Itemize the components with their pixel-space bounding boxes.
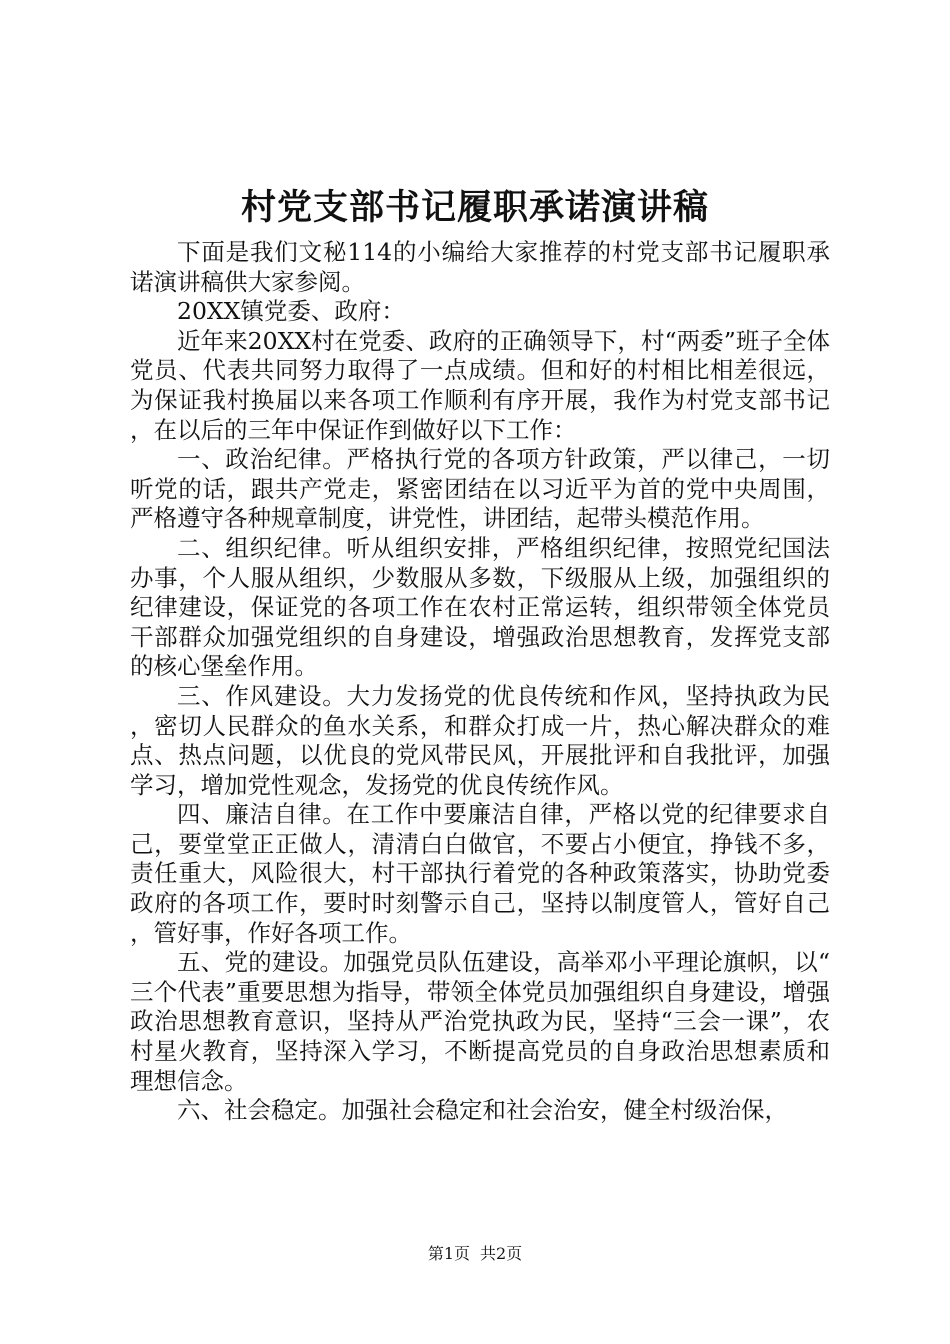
document-body	[130, 238, 830, 1126]
paragraph-social-stability: 六、社会稳定。加强社会稳定和社会治安，健全村级治保，	[177, 1096, 788, 1125]
paragraph-work-style: 三、作风建设。大力发扬党的优良传统和作风，坚持执政为民，密切人民群众的鱼水关系，和群众打成一片，热心解决群众的难点、热点问题，以优良的党风带民风，开展批评和自我批评，加强学习，增加党性观念，发扬党的优良传统作风。	[130, 681, 830, 799]
paragraph-opening: 近年来20XX村在党委、政府的正确领导下，村“两委”班子全体党员、代表共同努力取得了一点成绩。但和好的村相比相差很远，为保证我村换届以来各项工作顺利有序开展，我作为村党支部书记，在以后的三年中保证作到做好以下工作：	[130, 326, 830, 444]
page-total: 共2页	[480, 1244, 523, 1263]
paragraph-salutation: 20XX镇党委、政府：	[177, 297, 405, 326]
paragraph-integrity: 四、廉洁自律。在工作中要廉洁自律，严格以党的纪律要求自己，要堂堂正正做人，清清白白做官，不要占小便宜，挣钱不多，责任重大，风险很大，村干部执行着党的各种政策落实，协助党委政府的各项工作，要时时刻警示自己，坚持以制度管人，管好自己，管好事，作好各项工作。	[130, 800, 830, 947]
document-title: 村党支部书记履职承诺演讲稿	[240, 187, 709, 228]
paragraph-party-building: 五、党的建设。加强党员队伍建设，高举邓小平理论旗帜，以“三个代表”重要思想为指导，带领全体党员加强组织自身建设，增强政治思想教育意识，坚持从严治党执政为民，坚持“三会一课”，农村星火教育，坚持深入学习，不断提高党员的自身政治思想素质和理想信念。	[130, 948, 830, 1095]
paragraph-organizational-discipline: 二、组织纪律。听从组织安排，严格组织纪律，按照党纪国法办事，个人服从组织，少数服从多数，下级服从上级，加强组织的纪律建设，保证党的各项工作在农村正常运转，组织带领全体党员干部群众加强党组织的自身建设，增强政治思想教育，发挥党支部的核心堡垒作用。	[130, 533, 830, 681]
page-footer	[0, 1242, 950, 1266]
page-number: 第1页	[427, 1244, 470, 1263]
paragraph-political-discipline: 一、政治纪律。严格执行党的各项方针政策，严以律己，一切听党的话，跟共产党走，紧密团结在以习近平为首的党中央周围，严格遵守各种规章制度，讲党性，讲团结，起带头模范作用。	[130, 445, 830, 533]
paragraph-intro: 下面是我们文秘114的小编给大家推荐的村党支部书记履职承诺演讲稿供大家参阅。	[130, 238, 830, 296]
